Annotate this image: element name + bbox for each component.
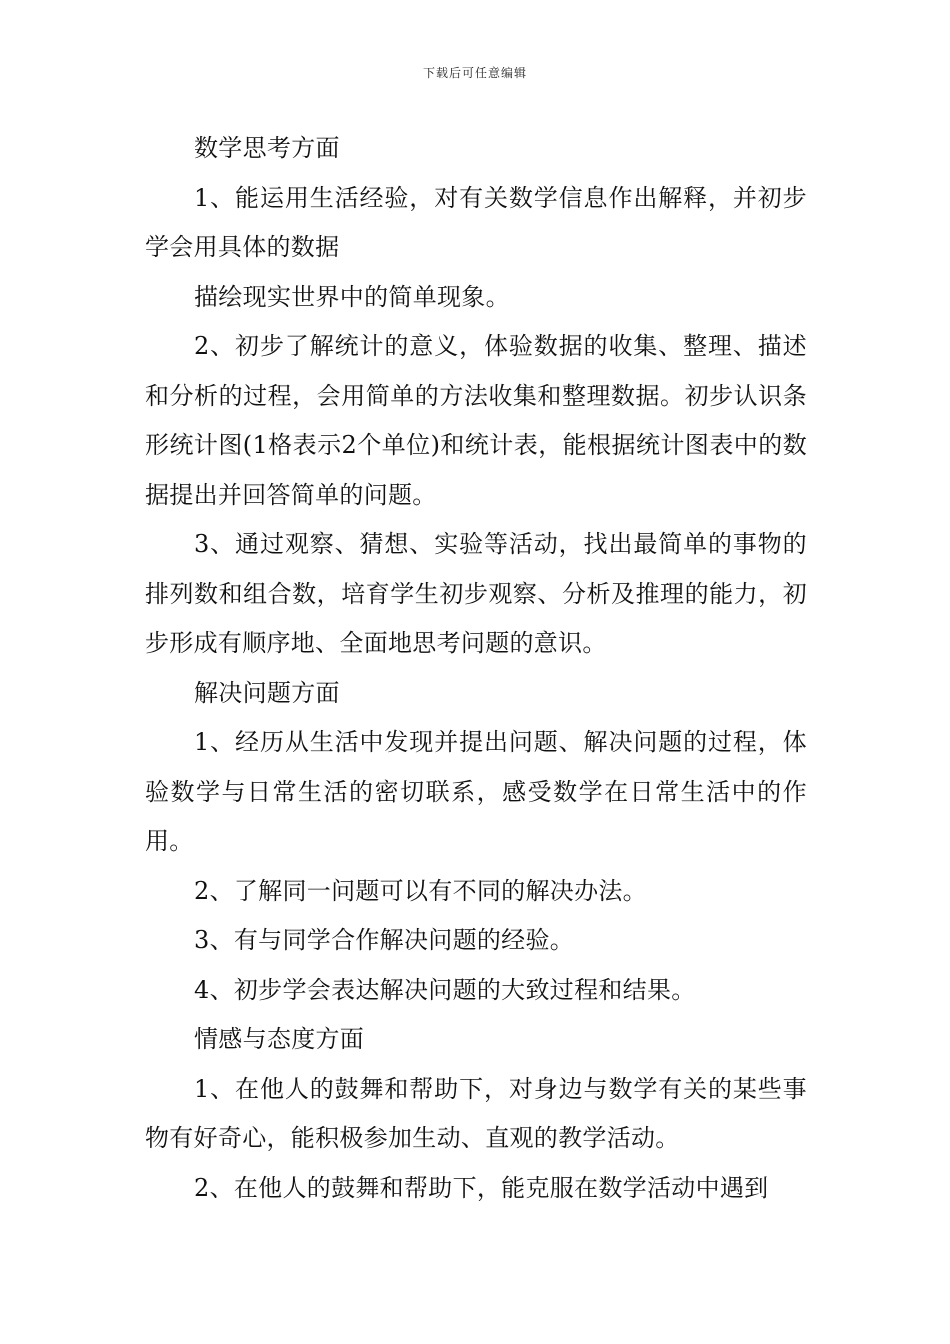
paragraph: 3、通过观察、猜想、实验等活动，找出最简单的事物的排列数和组合数，培育学生初步观察、分析及推理的能力，初步形成有顺序地、全面地思考问题的意识。 [145, 530, 807, 657]
page-header-note: 下载后可任意编辑 [422, 66, 527, 80]
paragraph: 3、有与同学合作解决问题的经验。 [194, 926, 575, 954]
paragraph: 1、经历从生活中发现并提出问题、解决问题的过程，体验数学与日常生活的密切联系，感受数学在日常生活中的作用。 [145, 728, 807, 855]
paragraph: 1、能运用生活经验，对有关数学信息作出解释，并初步学会用具体的数据 [145, 183, 807, 261]
paragraph: 4、初步学会表达解决问题的大致过程和结果。 [194, 975, 696, 1004]
paragraph: 1、在他人的鼓舞和帮助下，对身边与数学有关的某些事物有好奇心，能积极参加生动、直观的教学活动。 [145, 1074, 807, 1152]
paragraph: 描绘现实世界中的简单现象。 [194, 282, 510, 311]
paragraph: 2、在他人的鼓舞和帮助下，能克服在数学活动中遇到 [194, 1173, 769, 1202]
section-heading-problem-solving: 解决问题方面 [194, 678, 340, 707]
section-heading-emotion-attitude: 情感与态度方面 [194, 1025, 365, 1053]
document-body [145, 124, 807, 1213]
paragraph: 2、了解同一问题可以有不同的解决办法。 [194, 876, 647, 905]
section-heading-math-thinking: 数学思考方面 [194, 134, 340, 162]
paragraph: 2、初步了解统计的意义，体验数据的收集、整理、描述和分析的过程，会用简单的方法收集和整理数据。初步认识条形统计图(1格表示2个单位)和统计表，能根据统计图表中的数据提出并回答简单的问题。 [145, 332, 807, 509]
